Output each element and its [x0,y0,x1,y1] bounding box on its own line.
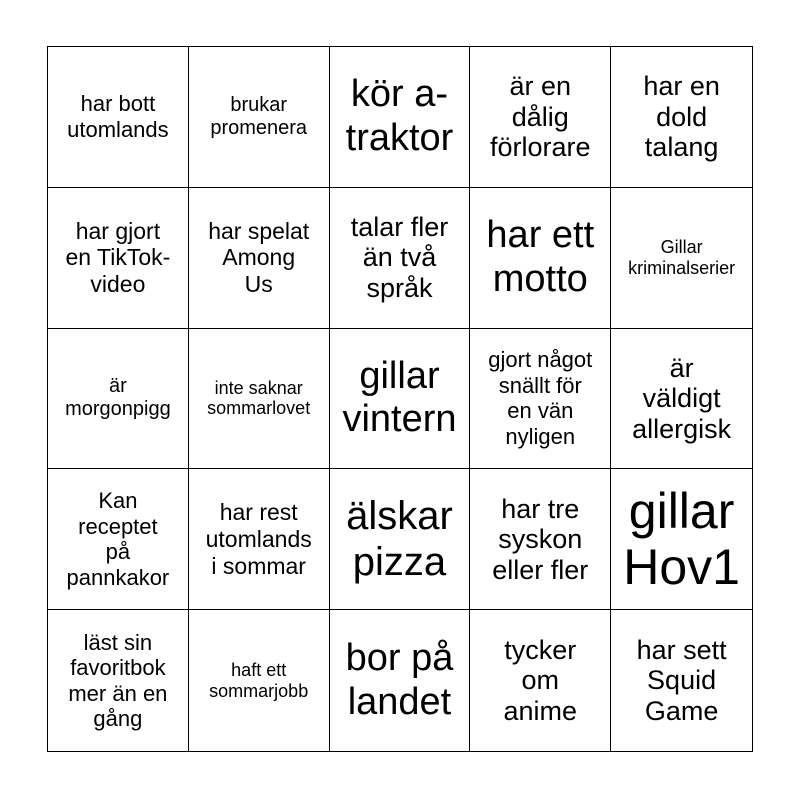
bingo-cell[interactable]: har bott utomlands [48,47,189,188]
bingo-board [47,46,753,752]
bingo-cell[interactable]: brukar promenera [189,47,330,188]
bingo-cell[interactable]: läst sin favoritbok mer än en gång [48,610,189,751]
bingo-cell[interactable]: har rest utomlands i sommar [189,469,330,610]
bingo-cell[interactable]: inte saknar sommarlovet [189,329,330,470]
bingo-cell[interactable]: talar fler än två språk [330,188,471,329]
bingo-cell[interactable]: har tre syskon eller fler [470,469,611,610]
bingo-cell[interactable]: är väldigt allergisk [611,329,752,470]
bingo-cell[interactable]: har spelat Among Us [189,188,330,329]
bingo-cell[interactable]: gillar vintern [330,329,471,470]
bingo-cell[interactable]: kör a- traktor [330,47,471,188]
bingo-cell[interactable]: Gillar kriminalserier [611,188,752,329]
bingo-cell[interactable]: har ett motto [470,188,611,329]
bingo-cell[interactable]: har sett Squid Game [636,634,727,726]
bingo-cell[interactable]: tycker om anime [470,610,611,751]
bingo-cell[interactable]: Kan receptet på pannkakor [48,469,189,610]
bingo-cell[interactable]: gjort något snällt för en vän nyligen [470,329,611,470]
bingo-cell[interactable]: har en dold talang [611,47,752,188]
bingo-cell[interactable]: bor på landet [330,610,471,751]
bingo-cell[interactable]: är morgonpigg [48,329,189,470]
bingo-cell[interactable]: älskar pizza [330,469,471,610]
bingo-cell[interactable]: gillar Hov1 [611,469,752,610]
bingo-cell[interactable]: är en dålig förlorare [470,47,611,188]
bingo-cell[interactable]: har gjort en TikTok- video [48,188,189,329]
bingo-cell[interactable]: haft ett sommarjobb [189,610,330,751]
